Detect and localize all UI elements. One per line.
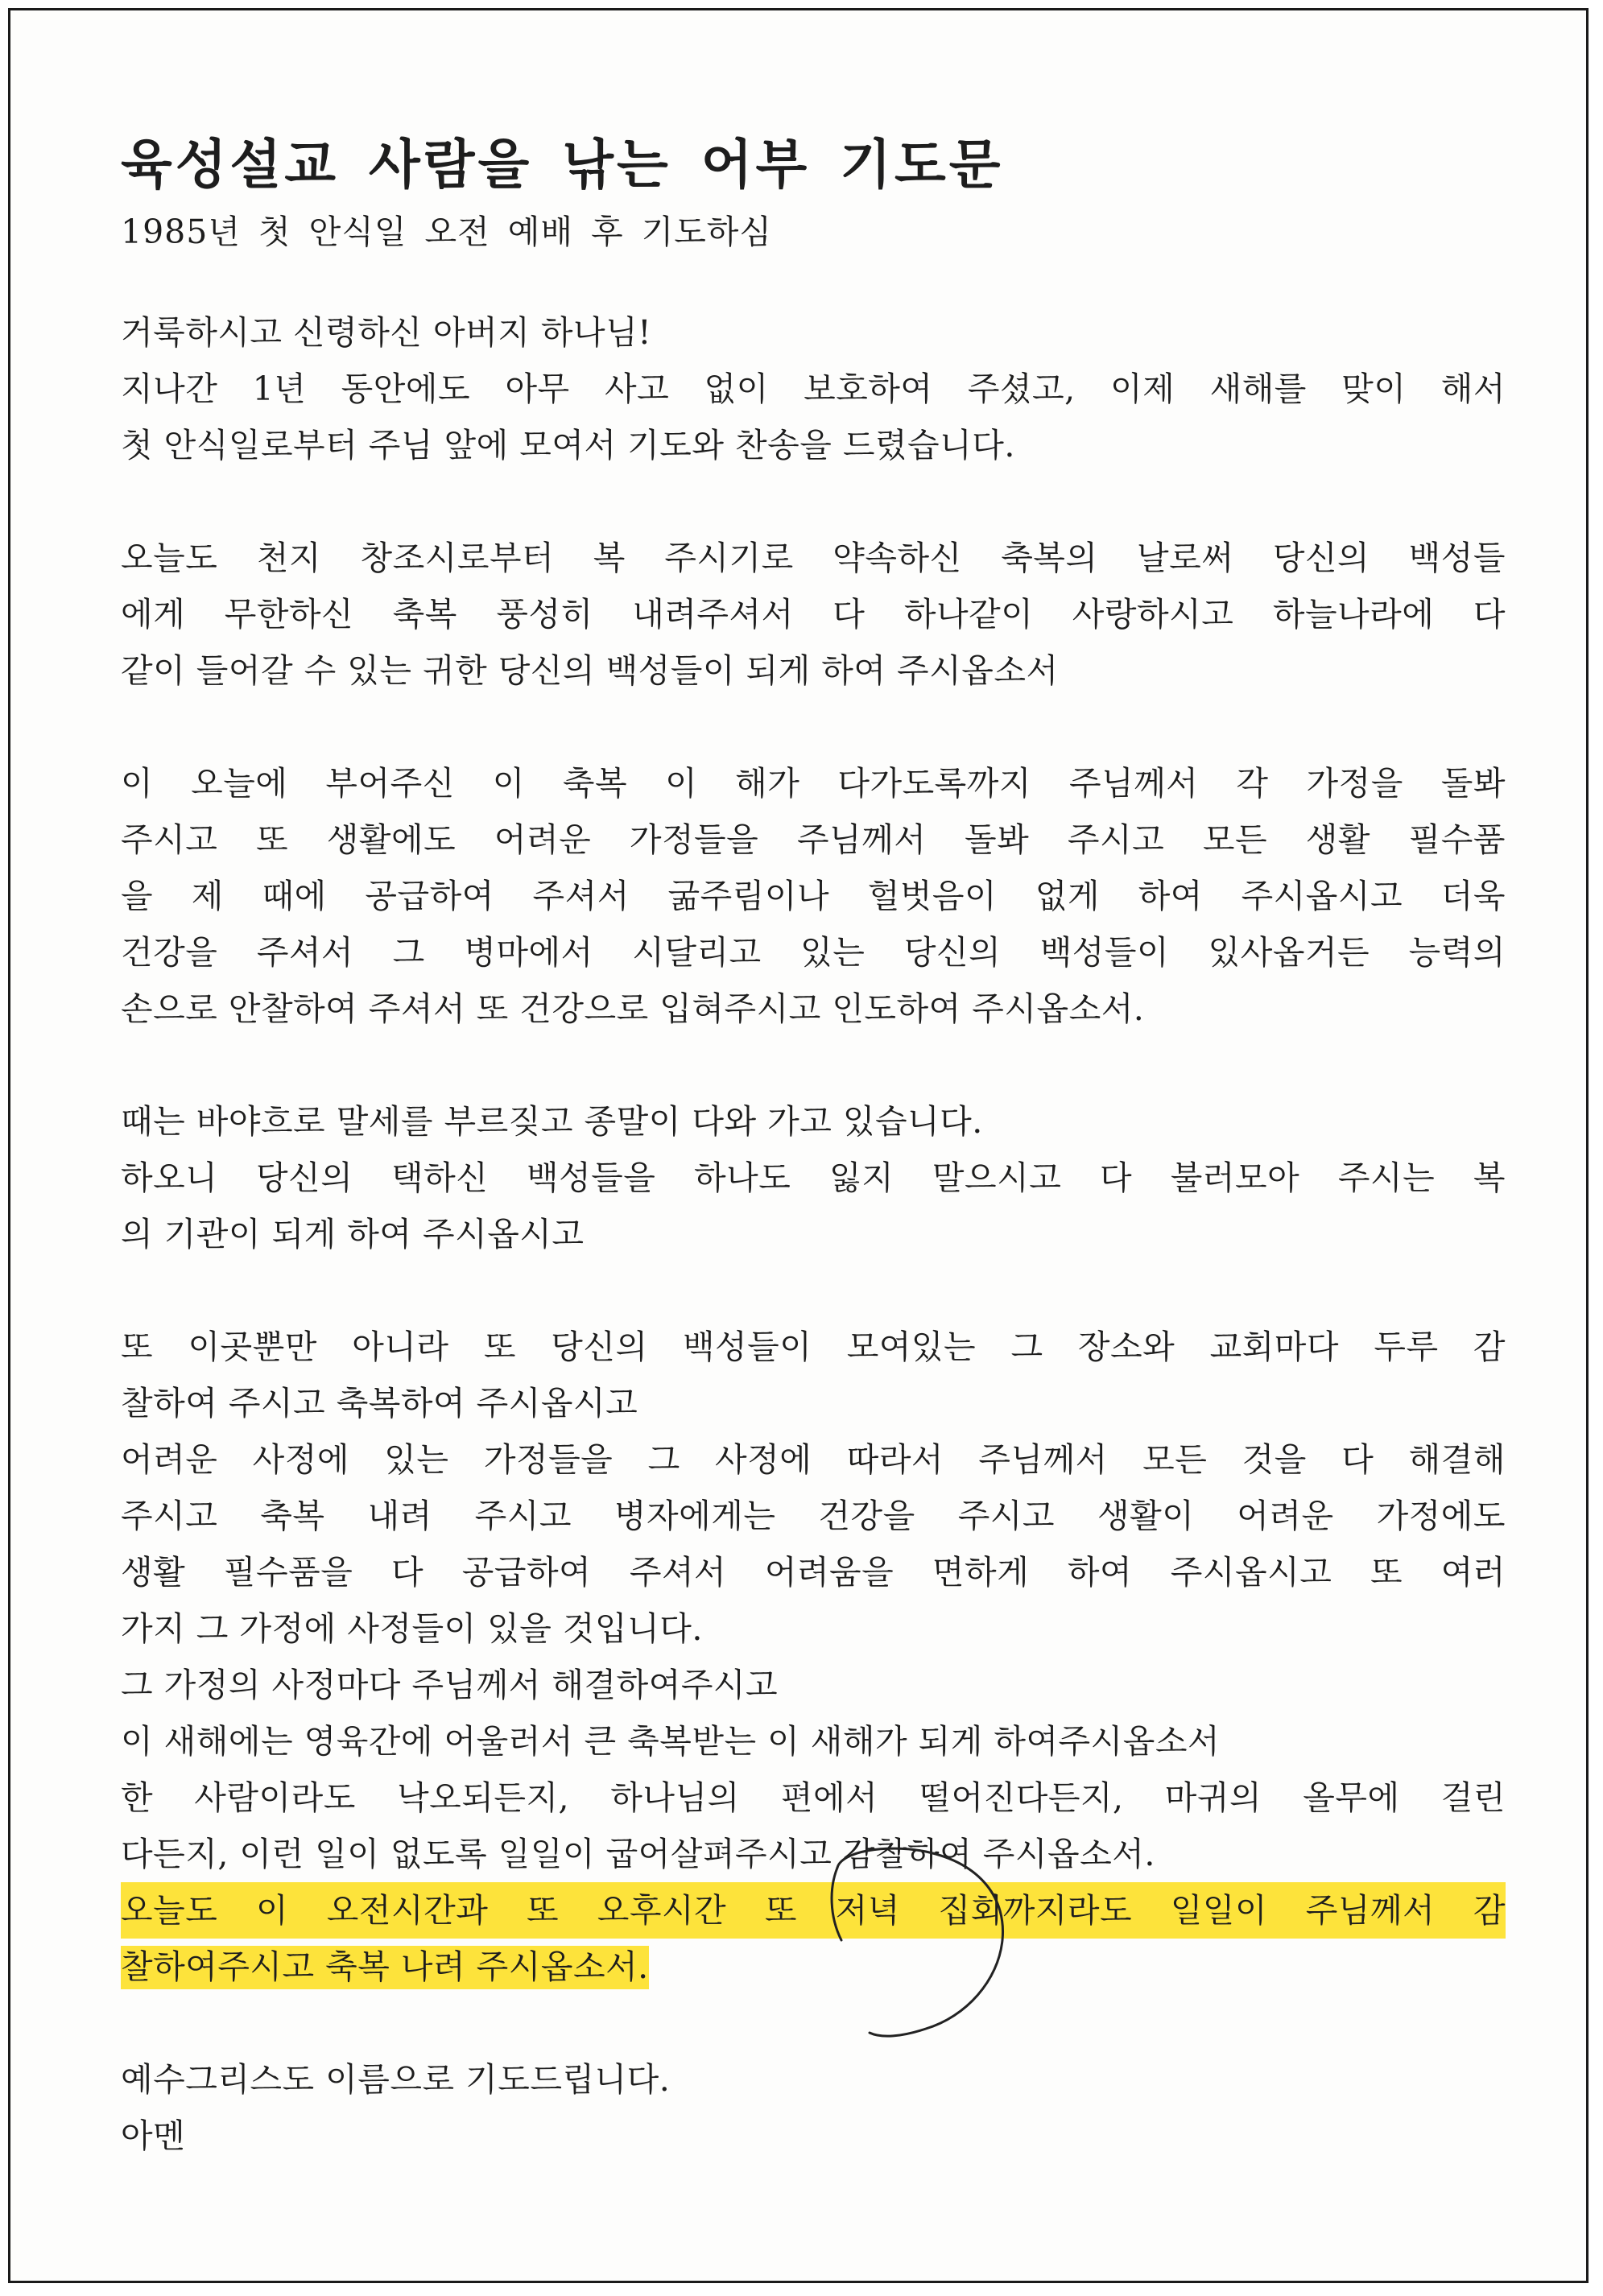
text-line: 지나간 1년 동안에도 아무 사고 없이 보호하여 주셨고, 이제 새해를 맞이 해서 [121,370,1506,408]
document-title: 육성설교 사람을 낚는 어부 기도문 [121,134,1004,196]
text-line: 거룩하시고 신령하신 아버지 하나님! [121,313,652,352]
text-line: 하오니 당신의 택하신 백성들을 하나도 잃지 말으시고 다 불러모아 주시는 복 [121,1158,1506,1197]
document-body [121,129,1506,2164]
text-line: 주시고 축복 내려 주시고 병자에게는 건강을 주시고 생활이 어려운 가정에도 [121,1497,1506,1535]
text-line: 이 오늘에 부어주신 이 축복 이 해가 다가도록까지 주님께서 각 가정을 돌봐 [121,764,1506,803]
text-line: 다든지, 이런 일이 없도록 일일이 굽어살펴주시고 감찰하여 주시옵소서. [121,1835,1155,1873]
text-line: 건강을 주셔서 그 병마에서 시달리고 있는 당신의 백성들이 있사옵거든 능력의 [121,933,1506,972]
text-line: 예수그리스도 이름으로 기도드립니다. [121,2060,671,2099]
text-line: 때는 바야흐로 말세를 부르짖고 종말이 다와 가고 있습니다. [121,1102,983,1141]
text-line: 또 이곳뿐만 아니라 또 당신의 백성들이 모여있는 그 장소와 교회마다 두루 감 [121,1328,1506,1366]
paragraph-2 [121,530,1506,699]
paragraph-3 [121,755,1506,1037]
document-subtitle: 1985년 첫 안식일 오전 예배 후 기도하심 [121,213,773,251]
text-line: 같이 들어갈 수 있는 귀한 당신의 백성들이 되게 하여 주시옵소서 [121,651,1059,690]
text-line: 생활 필수품을 다 공급하여 주셔서 어려움을 면하게 하여 주시옵시고 또 여러 [121,1553,1506,1592]
text-line: 그 가정의 사정마다 주님께서 해결하여주시고 [121,1666,779,1704]
text-line: 찰하여 주시고 축복하여 주시옵시고 [121,1384,638,1423]
highlighted-text: 찰하여주시고 축복 나려 주시옵소서. [121,1946,649,1989]
paragraph-1 [121,304,1506,473]
text-line: 첫 안식일로부터 주님 앞에 모여서 기도와 찬송을 드렸습니다. [121,426,1015,465]
text-line: 이 새해에는 영육간에 어울러서 큰 축복받는 이 새해가 되게 하여주시옵소서 [121,1722,1221,1761]
paragraph-5 [121,1319,1506,1995]
highlighted-line-wrap [121,1939,1506,1995]
paragraph-6 [121,2051,1506,2164]
text-line: 오늘도 천지 창조시로부터 복 주시기로 약속하신 축복의 날로써 당신의 백성들 [121,539,1506,577]
text-line: 의 기관이 되게 하여 주시옵시고 [121,1215,585,1253]
text-line: 아멘 [121,2116,186,2155]
text-line: 가지 그 가정에 사정들이 있을 것입니다. [121,1609,703,1648]
paragraph-4 [121,1093,1506,1262]
text-line: 어려운 사정에 있는 가정들을 그 사정에 따라서 주님께서 모든 것을 다 해결해 [121,1440,1506,1479]
text-line: 한 사람이라도 낙오되든지, 하나님의 편에서 떨어진다든지, 마귀의 올무에 걸린 [121,1778,1506,1817]
highlighted-line: 오늘도 이 오전시간과 또 오후시간 또 저녁 집회까지라도 일일이 주님께서 감 [121,1882,1506,1939]
text-line: 손으로 안찰하여 주셔서 또 건강으로 입혀주시고 인도하여 주시옵소서. [121,989,1145,1028]
text-line: 에게 무한하신 축복 풍성히 내려주셔서 다 하나같이 사랑하시고 하늘나라에 다 [121,595,1506,634]
text-line: 을 제 때에 공급하여 주셔서 굶주림이나 헐벗음이 없게 하여 주시옵시고 더욱 [121,877,1506,915]
text-line: 주시고 또 생활에도 어려운 가정들을 주님께서 돌봐 주시고 모든 생활 필수품 [121,820,1506,859]
